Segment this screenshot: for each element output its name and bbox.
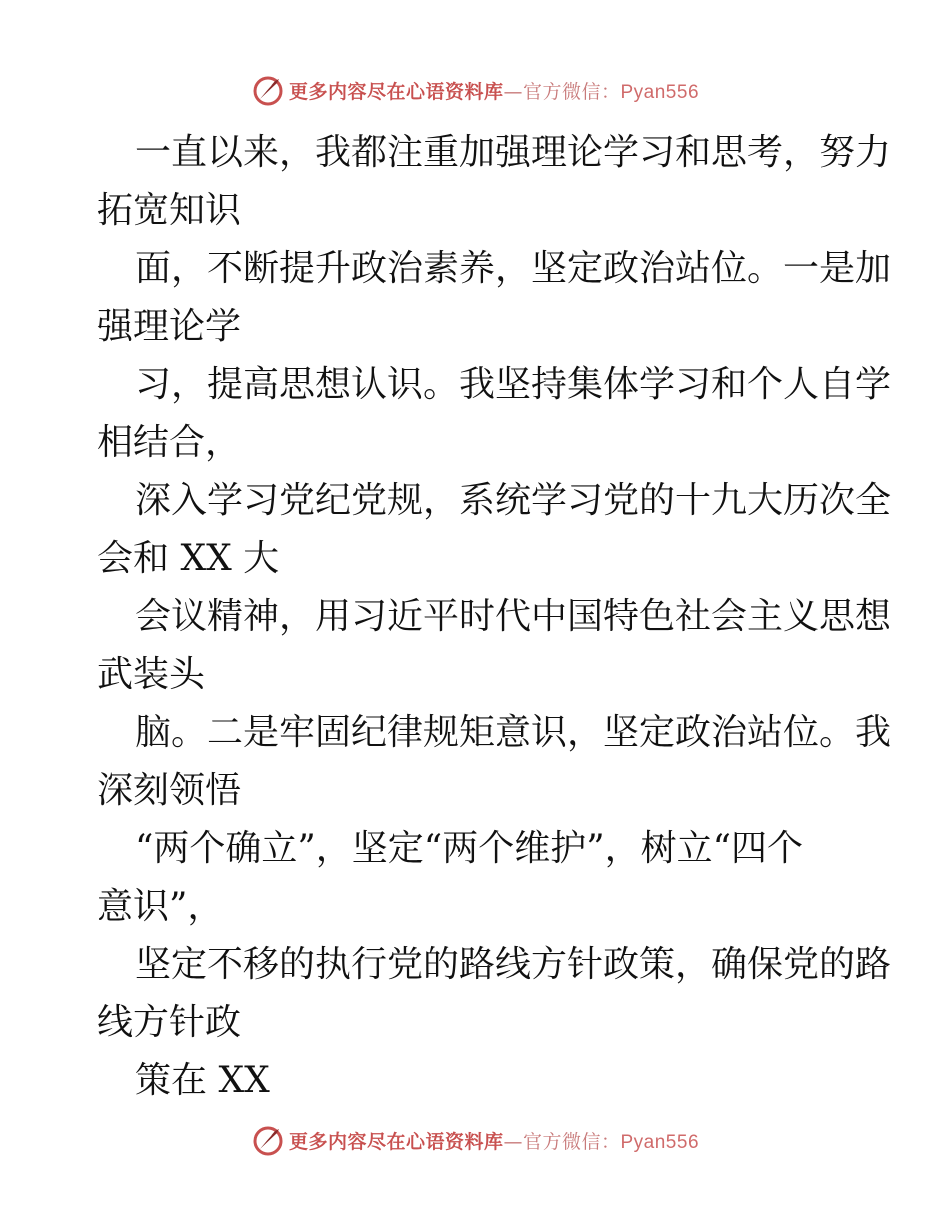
wechat-id: Pyan556 xyxy=(620,81,700,103)
header-watermark xyxy=(0,70,950,110)
text-line: 会议精神，用习近平时代中国特色社会主义思想 xyxy=(135,596,892,637)
text-line: 会和 XX 大 xyxy=(97,538,280,579)
footer-watermark-text xyxy=(289,1127,699,1154)
text-line: 坚定不移的执行党的路线方针政策，确保党的路 xyxy=(135,944,892,985)
text-line: “两个确立”，坚定“两个维护”，树立“四个 xyxy=(135,828,804,869)
text-line: 意识”， xyxy=(97,886,224,927)
text-line: 深刻领悟 xyxy=(97,770,242,811)
banner-separator: — xyxy=(503,80,523,103)
text-line: 一直以来，我都注重加强理论学习和思考，努力 xyxy=(135,132,892,173)
footer-watermark xyxy=(0,1120,950,1160)
banner-separator: — xyxy=(503,1130,523,1153)
text-line: 相结合， xyxy=(97,422,242,463)
text-line: 武装头 xyxy=(97,654,206,695)
wechat-id: Pyan556 xyxy=(620,1131,700,1153)
text-line: 面，不断提升政治素养，坚定政治站位。一是加 xyxy=(135,248,892,289)
text-line: 线方针政 xyxy=(97,1002,242,1043)
quill-pen-logo-icon xyxy=(251,1123,285,1157)
text-line: 强理论学 xyxy=(97,306,242,347)
site-slogan: 更多内容尽在心语资料库 xyxy=(288,80,504,103)
wechat-label: 官方微信： xyxy=(522,80,621,103)
text-line: 深入学习党纪党规，系统学习党的十九大历次全 xyxy=(135,480,892,521)
text-line: 脑。二是牢固纪律规矩意识，坚定政治站位。我 xyxy=(135,712,892,753)
site-slogan: 更多内容尽在心语资料库 xyxy=(288,1130,504,1153)
document-body xyxy=(97,124,892,1110)
text-line: 策在 XX xyxy=(135,1060,270,1101)
quill-pen-logo-icon xyxy=(251,73,285,107)
header-watermark-text xyxy=(289,77,699,104)
text-line: 拓宽知识 xyxy=(97,190,242,231)
wechat-label: 官方微信： xyxy=(522,1130,621,1153)
text-line: 习，提高思想认识。我坚持集体学习和个人自学 xyxy=(135,364,892,405)
